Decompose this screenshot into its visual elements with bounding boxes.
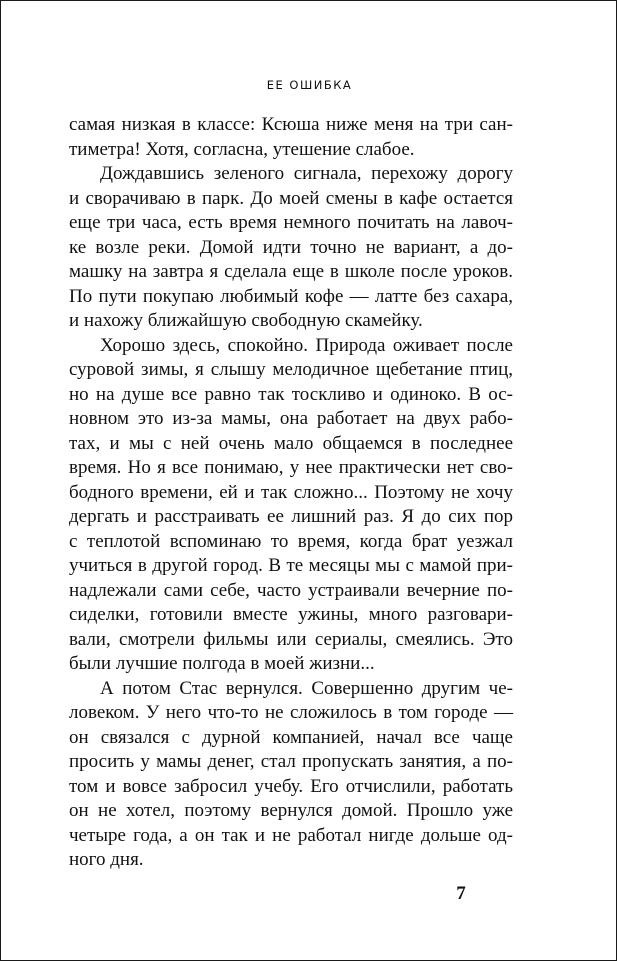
text-line: том и вовсе забросил учебу. Его отчислили, работать <box>69 775 513 797</box>
text-line: еще три часа, есть время немного почитать на лавоч- <box>69 212 513 233</box>
text-line: ке возле реки. Домой идти точно не вариант, а до- <box>69 236 513 258</box>
page-number: 7 <box>456 883 466 904</box>
text-line: новном это из-за мамы, она работает на двух рабо- <box>69 408 513 429</box>
text-line: машку на завтра я сделала еще в школе после уроков. <box>69 261 513 282</box>
text-line: Дождавшись зеленого сигнала, перехожу дорогу <box>100 163 513 184</box>
text-line: дергать и расстраивать ее лишний раз. Я до сих пор <box>69 506 513 527</box>
text-line: тах, и мы с ней очень мало общаемся в последнее <box>69 432 513 454</box>
text-line: были лучшие полгода в моей жизни... <box>69 653 375 674</box>
text-line: ловеком. У него что-то не сложилось в том городе — <box>69 702 513 723</box>
text-line: он не хотел, поэтому вернулся домой. Прошло уже <box>69 800 513 821</box>
text-line: время. Но я все понимаю, у нее практически нет сво- <box>69 457 513 478</box>
text-line: ного дня. <box>69 849 144 870</box>
text-line: просить у мамы денег, стал пропускать занятия, а по- <box>69 751 513 772</box>
text-line: он связался с дурной компанией, начал все чаще <box>69 726 513 748</box>
text-line: Хорошо здесь, спокойно. Природа оживает после <box>100 334 513 356</box>
body-text <box>69 113 513 873</box>
text-line: учиться в другой город. В те месяцы мы с мамой при- <box>69 555 513 576</box>
text-line: суровой зимы, я слышу мелодичное щебетание птиц, <box>69 359 513 380</box>
text-line: и нахожу ближайшую свободную скамейку. <box>69 310 423 331</box>
text-line: четыре года, а он так и не работал нигде дольше од- <box>69 824 513 846</box>
text-line: По пути покупаю любимый кофе — латте без сахара, <box>69 285 513 307</box>
text-line: самая низкая в классе: Ксюша ниже меня на три сан- <box>69 114 513 135</box>
text-line: и сворачиваю в парк. До моей смены в кафе остается <box>69 187 513 209</box>
text-line: бодного времени, ей и так сложно... Поэтому не хочу <box>69 481 513 503</box>
text-line: надлежали сами себе, часто устраивали вечерние по- <box>69 579 513 601</box>
text-line: А потом Стас вернулся. Совершенно другим че- <box>100 677 513 699</box>
running-head: ЕЕ ОШИБКА <box>266 78 353 92</box>
text-line: сиделки, готовили вместе ужины, много разговари- <box>69 604 513 625</box>
text-line: вали, смотрели фильмы или сериалы, смеялись. Это <box>69 628 513 650</box>
text-line: с теплотой вспоминаю то время, когда брат уезжал <box>69 530 513 552</box>
text-line: тиметра! Хотя, согласна, утешение слабое. <box>69 138 415 160</box>
text-line: но на душе все равно так тоскливо и одиноко. В ос- <box>69 383 513 405</box>
